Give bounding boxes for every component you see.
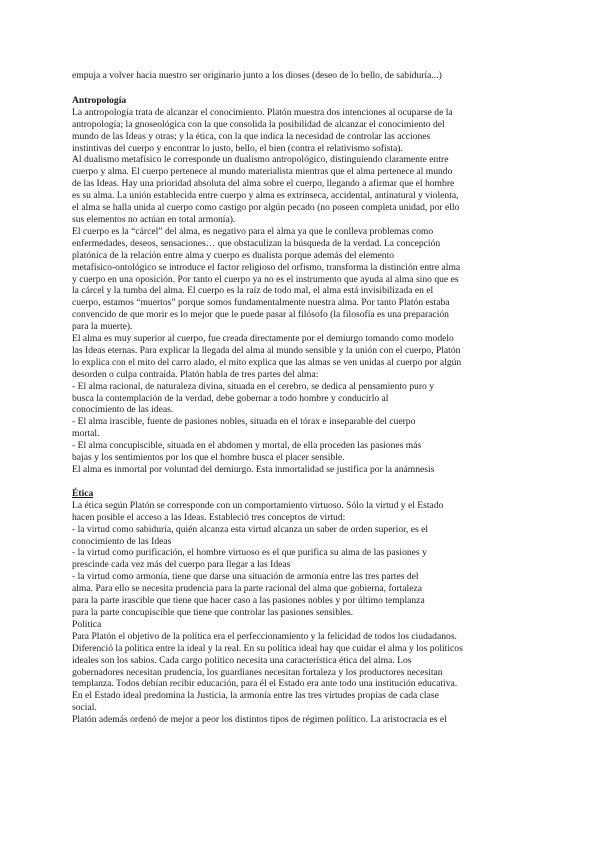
antropologia-line: para la muerte). xyxy=(72,321,133,333)
antropologia-line: convencido de que morir es lo mejor que le puede pasar al filósofo (la filosofía es una preparación xyxy=(72,309,449,321)
politica-line: Platón además ordenó de mejor a peor los distintos tipos de régimen político. La aristocracia es el xyxy=(72,714,447,726)
antropologia-line: busca la contemplación de la verdad, debe gobernar a todo hombre y conducirlo al xyxy=(72,392,389,404)
etica-body xyxy=(72,500,532,619)
antropologia-body xyxy=(72,107,532,476)
antropologia-line: platónica de la relación entre alma y cuerpo es dualista porque además del elemento xyxy=(72,249,395,261)
etica-line: hacen posible el acceso a las Ideas. Estableció tres conceptos de virtud: xyxy=(72,511,346,523)
antropologia-line: instintivas del cuerpo y encontrar lo justo, bello, el bien (contra el relativismo sofista). xyxy=(72,142,403,154)
politica-line: ideales son los sabios. Cada cargo político necesita una característica ética del alma. Los xyxy=(72,654,412,666)
antropologia-line: mundo de las Ideas y otras; y la ética, con la que indica la necesidad de controlar las acciones xyxy=(72,130,431,142)
antropologia-line: enfermedades, deseos, sensaciones… que obstaculizan la búsqueda de la verdad. La concepción xyxy=(72,237,441,249)
politica-line: En el Estado ideal predomina la Justicia, la armonía entre las tres virtudes propias de cada clase xyxy=(72,690,439,702)
antropologia-line: El cuerpo es la “cárcel” del alma, es negativo para el alma ya que le conlleva problemas como xyxy=(72,225,434,237)
antropologia-line: y cuerpo en una oposición. Por tanto el cuerpo ya no es el instrumento que ayuda al alma sino que es xyxy=(72,273,459,285)
antropologia-line: antropología; la gnoseológica con la que consolida la posibilidad de alcanzar el conocimiento del xyxy=(72,118,445,130)
antropologia-line: lo explica con el mito del carro alado, el mito explica que las almas se ven unidas al cuerpo por algún xyxy=(72,356,462,368)
heading-etica: Ética xyxy=(72,487,94,499)
antropologia-line: la cárcel y la tumba del alma. El cuerpo es la raíz de todo mal, el alma está invisibilizada en el xyxy=(72,285,434,297)
antropologia-line: cuerpo, estamos “muertos” porque somos fundamentalmente nuestra alma. Por tanto Platón estaba xyxy=(72,297,450,309)
antropologia-line: mortal. xyxy=(72,428,100,440)
antropologia-line: El alma es inmortal por voluntad del demiurgo. Esta inmortalidad se justifica por la anámnesis xyxy=(72,464,435,475)
etica-line: para la parte concupiscible que tiene que controlar las pasiones sensibles. xyxy=(72,606,354,618)
etica-line: - la virtud como armonía, tiene que darse una situación de armonía entre las tres partes del xyxy=(72,571,419,583)
antropologia-line: cuerpo y alma. El cuerpo pertenece al mundo materialista mientras que el alma pertenece al mundo xyxy=(72,166,453,178)
politica-body xyxy=(72,631,532,726)
politica-line: social. xyxy=(72,702,97,714)
antropologia-line: bajas y los sentimientos por los que el hombre busca el placer sensible. xyxy=(72,452,345,464)
etica-line: - la virtud como sabiduría, quién alcanza esta virtud alcanza un saber de orden superior, es el xyxy=(72,523,429,535)
antropologia-line: el alma se halla unida al cuerpo como castigo por algún pecado (no poseen completa unidad, por ello xyxy=(72,202,460,214)
intro-line: empuja a volver hacia nuestro ser originario junto a los dioses (deseo de lo bello, de sabiduría...) xyxy=(72,70,442,81)
antropologia-line: metafísico-ontológico se introduce el factor religioso del orfismo, transforma la distinción entre alma xyxy=(72,261,461,273)
politica-line: gobernadores necesitan prudencia, los guardianes necesitan fortaleza y los productores necesitan xyxy=(72,666,443,678)
etica-line: - la virtud como purificación, el hombre virtuoso es el que purifica su alma de las pasiones y xyxy=(72,547,427,559)
etica-line: prescinde cada vez más del cuerpo para llegar a las Ideas xyxy=(72,559,291,571)
antropologia-line: - El alma concupiscible, situada en el abdomen y mortal, de ella proceden las pasiones más xyxy=(72,440,422,452)
politica-line: Diferenció la política entre la ideal y la real. En su política ideal hay que cuidar el alma y los políticos xyxy=(72,642,463,654)
antropologia-line: La antropología trata de alcanzar el conocimiento. Platón muestra dos intenciones al ocuparse de la xyxy=(72,106,453,118)
politica-line: templanza. Todos debían recibir educación, para él el Estado era ante todo una institución educativa. xyxy=(72,678,458,690)
antropologia-line: El alma es muy superior al cuerpo, fue creada directamente por el demiurgo tomando como modelo xyxy=(72,333,454,345)
antropologia-line: de las Ideas. Hay una prioridad absoluta del alma sobre el cuerpo, llegando a afirmar que el hombre xyxy=(72,178,455,190)
etica-line: alma. Para ello se necesita prudencia para la parte racional del alma que gobierna, fortaleza xyxy=(72,583,422,595)
etica-line: conocimiento de las Ideas xyxy=(72,535,172,547)
politica-line: Para Platón el objetivo de la política era el perfeccionamiento y la felicidad de todos los ciudadanos. xyxy=(72,630,457,642)
etica-line: La ética según Platón se corresponde con un comportamiento virtuoso. Sólo la virtud y el Estado xyxy=(72,499,444,511)
antropologia-line: las Ideas eternas. Para explicar la llegada del alma al mundo sensible y la unión con el cuerpo, Platón xyxy=(72,344,461,356)
antropologia-line: sus elementos no actúan en total armonía). xyxy=(72,213,236,225)
antropologia-line: desorden o culpa contraída. Platón habla de tres partes del alma: xyxy=(72,368,319,380)
antropologia-line: conocimiento de las ideas. xyxy=(72,404,174,416)
antropologia-line: Al dualismo metafísico le corresponde un dualismo antropológico, distinguiendo claramente entre xyxy=(72,154,449,166)
etica-line: para la parte irascible que tiene que hacer caso a las pasiones nobles y por último templanza xyxy=(72,595,425,607)
heading-politica: Política xyxy=(72,618,102,630)
antropologia-line: - El alma irascible, fuente de pasiones nobles, situada en el tórax e inseparable del cuerpo xyxy=(72,416,416,428)
antropologia-line: es su alma. La unión establecida entre cuerpo y alma es extrínseca, accidental, antinatural y violenta, xyxy=(72,190,459,202)
antropologia-line: - El alma racional, de naturaleza divina, situada en el cerebro, se dedica al pensamiento puro y xyxy=(72,380,435,392)
heading-antropologia: Antropología xyxy=(72,94,127,106)
document-page xyxy=(72,70,532,726)
